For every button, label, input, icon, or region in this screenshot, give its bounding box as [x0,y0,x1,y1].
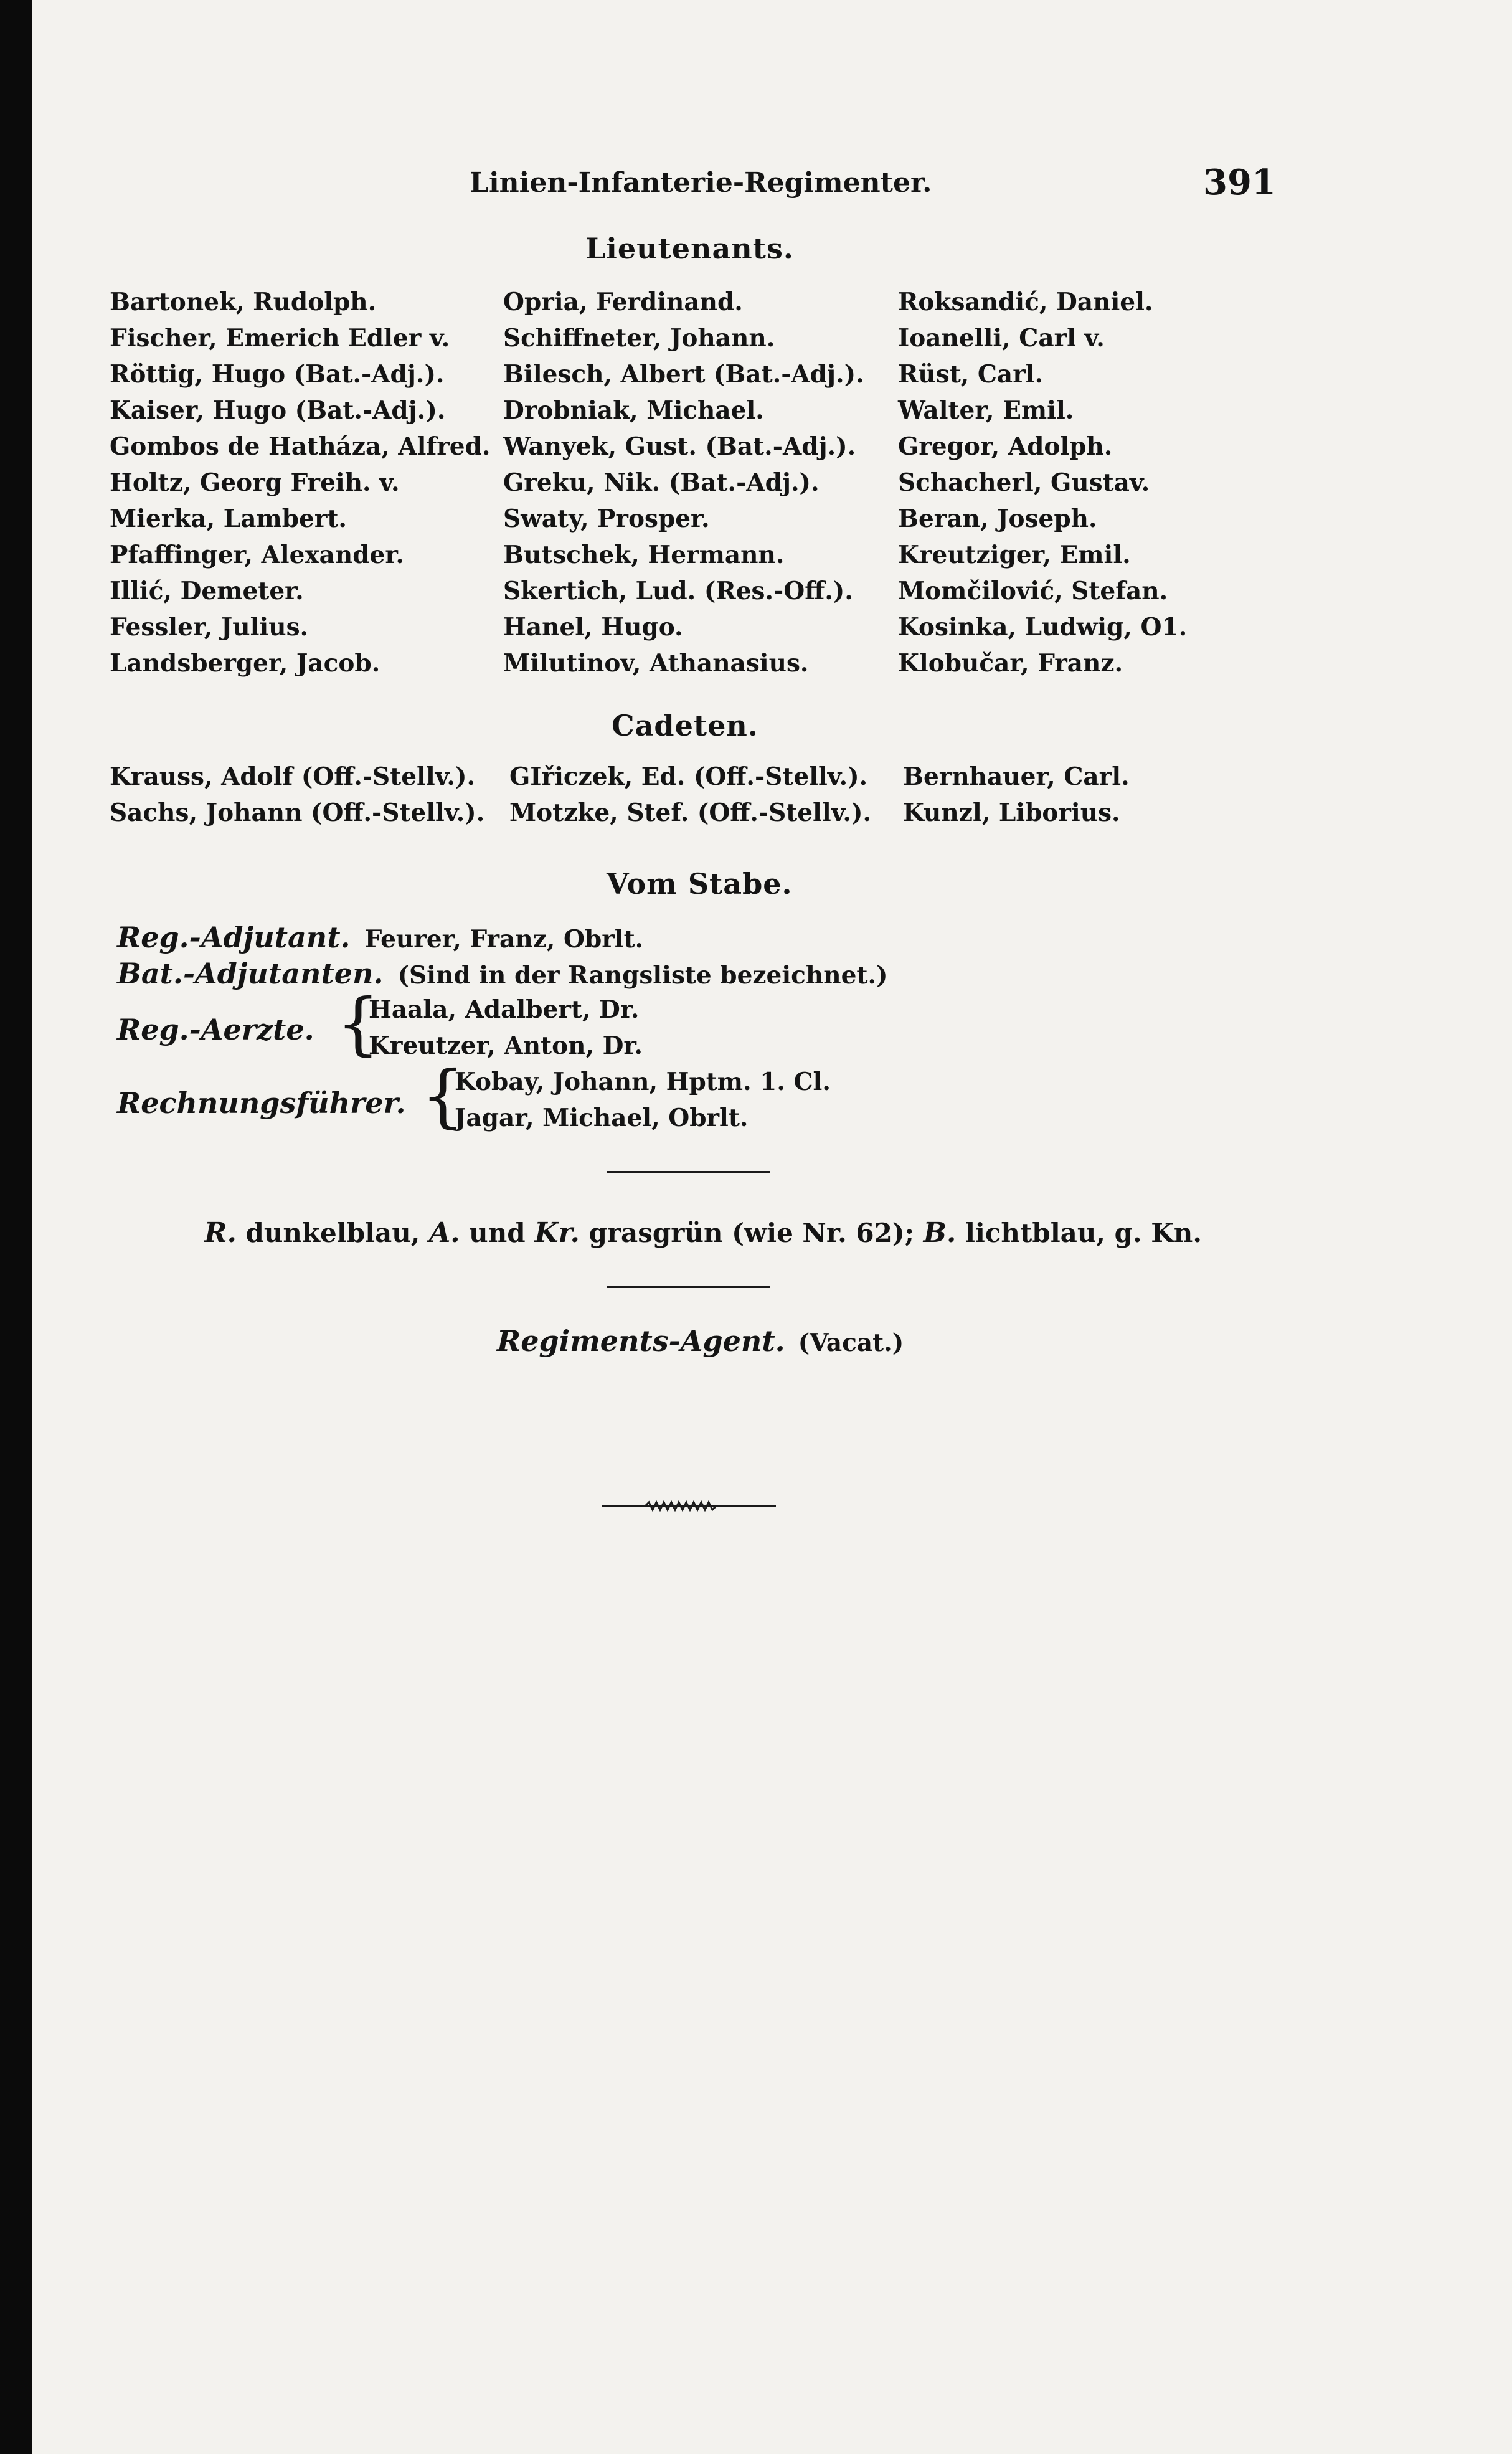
reg-aerzte-value-2: Kreutzer, Anton, Dr. [369,1031,643,1060]
list-item: Motzke, Stef. (Off.-Stellv.). [509,798,872,827]
reg-aerzte-value-1: Haala, Adalbert, Dr. [369,995,640,1024]
book-page [32,0,1512,2454]
list-item: Butschek, Hermann. [503,541,785,569]
running-header-title: Linien-Infanterie-Regimenter. [470,167,932,199]
list-item: Gombos de Hatháza, Alfred. [110,432,491,461]
reg-adjutant-row [117,921,643,954]
rechnungsfuehrer-value-2: Jagar, Michael, Obrlt. [455,1104,749,1132]
uniform-colors-note [204,1217,1202,1249]
list-item: Bilesch, Albert (Bat.-Adj.). [503,360,864,389]
list-item: Roksandić, Daniel. [898,288,1153,316]
list-item: Fischer, Emerich Edler v. [110,324,450,353]
list-item: Greku, Nik. (Bat.-Adj.). [503,468,820,497]
abbr-kr: Kr. [534,1217,580,1249]
lieutenants-column-1 [110,284,490,681]
list-item: Landsberger, Jacob. [110,649,380,678]
section-title-cadets: Cadeten. [612,709,758,742]
list-item: Beran, Joseph. [898,505,1097,533]
list-item: Schacherl, Gustav. [898,468,1150,497]
list-item: Gregor, Adolph. [898,432,1113,461]
reg-adjutant-label: Reg.-Adjutant. [117,921,351,954]
list-item: Drobniak, Michael. [503,396,764,425]
list-item: Kreutziger, Emil. [898,541,1131,569]
abbr-a: A. [429,1217,460,1249]
list-item: Klobučar, Franz. [898,649,1123,678]
cadets-column-2 [509,759,871,831]
list-item: Kunzl, Liborius. [903,798,1120,827]
list-item: Sachs, Johann (Off.-Stellv.). [110,798,485,827]
ornamental-end-rule [602,1500,776,1512]
regiments-agent-label: Regiments-Agent. [497,1324,785,1358]
list-item: Skertich, Lud. (Res.-Off.). [503,577,853,605]
list-item: Pfaffinger, Alexander. [110,541,404,569]
lieutenants-column-3 [898,284,1187,681]
b-color: lichtblau, g. Kn. [965,1218,1202,1248]
list-item: Wanyek, Gust. (Bat.-Adj.). [503,432,856,461]
list-item: Fessler, Julius. [110,613,309,642]
regiments-agent-row [497,1324,904,1358]
list-item: Kaiser, Hugo (Bat.-Adj.). [110,396,446,425]
r-color: dunkelblau, [245,1218,420,1248]
und-word: und [469,1218,526,1248]
list-item: Opria, Ferdinand. [503,288,743,316]
brace-icon: { [336,983,380,1063]
list-item: Milutinov, Athanasius. [503,649,809,678]
page-content [32,0,1512,2454]
list-item: GIřiczek, Ed. (Off.-Stellv.). [509,762,868,791]
list-item: Schiffneter, Johann. [503,324,775,353]
list-item: Holtz, Georg Freih. v. [110,468,400,497]
rechnungsfuehrer-value-1: Kobay, Johann, Hptm. 1. Cl. [455,1068,831,1096]
section-title-staff: Vom Stabe. [607,867,793,901]
list-item: Swaty, Prosper. [503,505,710,533]
page-number: 391 [1203,162,1276,203]
section-title-lieutenants: Lieutenants. [585,232,794,265]
cadets-column-3 [903,759,1130,831]
divider [607,1171,770,1173]
list-item: Ioanelli, Carl v. [898,324,1105,353]
abbr-b: B. [923,1217,957,1249]
bat-adjutanten-value: (Sind in der Rangsliste bezeichnet.) [397,961,888,990]
reg-adjutant-value: Feurer, Franz, Obrlt. [364,925,644,954]
abbr-r: R. [204,1217,237,1249]
bat-adjutanten-row [117,957,887,990]
cadets-column-1 [110,759,484,831]
list-item: Krauss, Adolf (Off.-Stellv.). [110,762,476,791]
reg-aerzte-label: Reg.-Aerzte. [117,1013,314,1046]
list-item: Momčilović, Stefan. [898,577,1168,605]
list-item: Mierka, Lambert. [110,505,347,533]
list-item: Illić, Demeter. [110,577,304,605]
list-item: Bernhauer, Carl. [903,762,1130,791]
kr-color: grasgrün (wie Nr. 62); [588,1218,915,1248]
list-item: Kosinka, Ludwig, O1. [898,613,1188,642]
brace-icon: { [421,1056,465,1135]
regiments-agent-value: (Vacat.) [798,1329,904,1357]
list-item: Röttig, Hugo (Bat.-Adj.). [110,360,445,389]
lieutenants-column-2 [503,284,864,681]
list-item: Hanel, Hugo. [503,613,683,642]
rechnungsfuehrer-label: Rechnungsführer. [117,1086,406,1120]
list-item: Rüst, Carl. [898,360,1044,389]
list-item: Bartonek, Rudolph. [110,288,377,316]
bat-adjutanten-label: Bat.-Adjutanten. [117,957,384,990]
list-item: Walter, Emil. [898,396,1074,425]
divider [607,1286,770,1288]
